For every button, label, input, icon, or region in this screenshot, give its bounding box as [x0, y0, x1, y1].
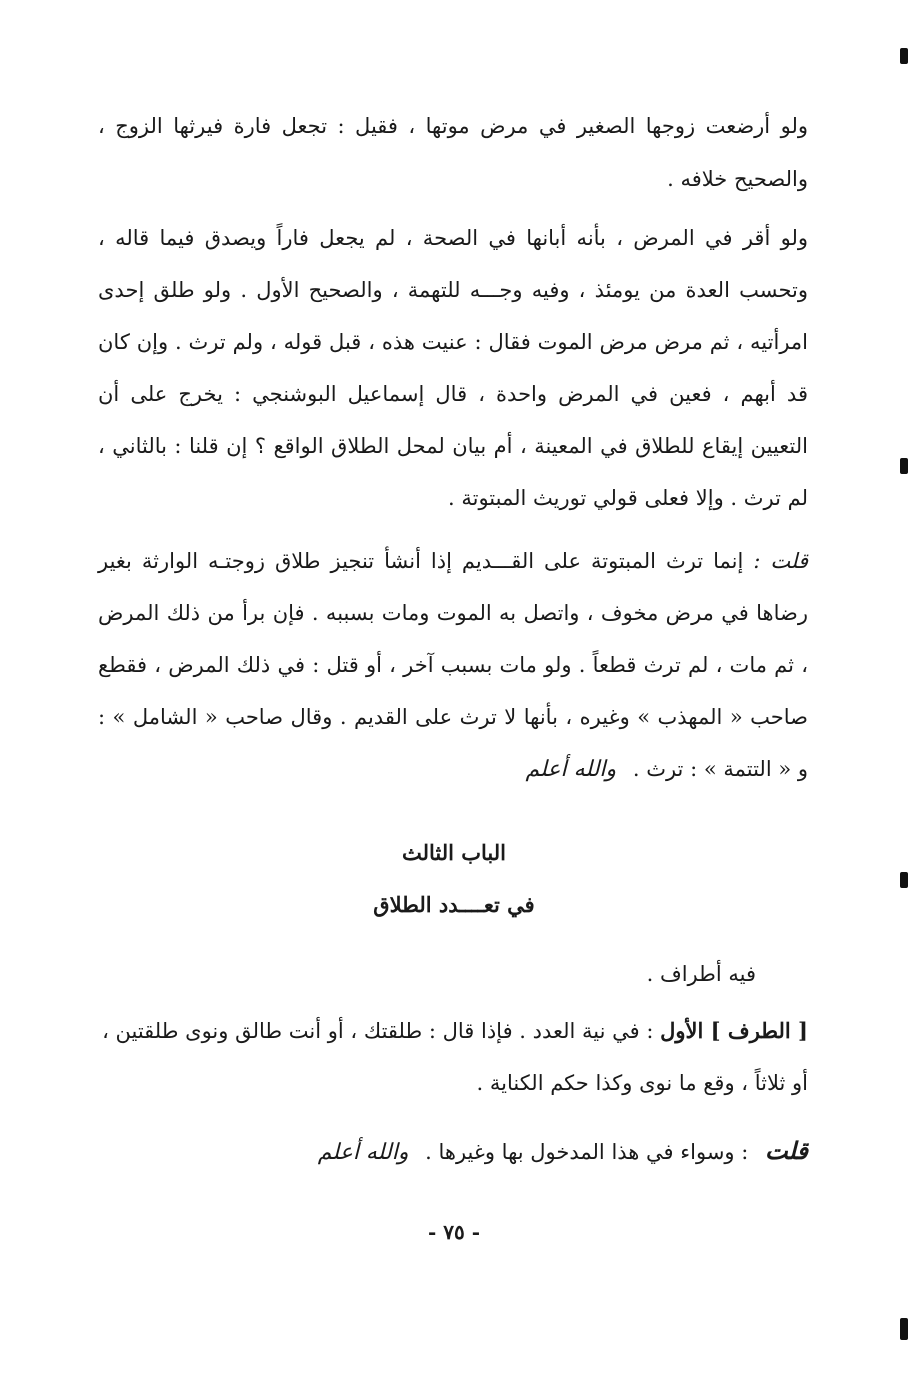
paragraph-acknowledgment	[98, 212, 808, 524]
edge-mark	[900, 48, 908, 64]
closing-phrase: والله أعلم	[317, 1140, 409, 1165]
paragraph-text: ولو أقر في المرض ، بأنه أبانها في الصحة ، لم يجعل فاراً ويصدق فيما قاله ، وتحسب العدة من يومئذ ، وفيه وجـــه للتهمة ، والصحيح الأول . ولو طلق إحدى امرأتيه ، ثم مرض مرض الموت فقال : عنيت هذه ، قبل قوله ، ولم ترث . وإن كان قد أبهم ، فعين في المرض واحدة ، قال إسماعيل البوشنجي : يخرج على أن التعيين إيقاع للطلاق في المعينة ، أم بيان لمحل الطلاق الواقع ؟ إن قلنا : بالثاني ، لم ترث . وإلا فعلى قولي توريث المبتوتة .	[98, 226, 808, 510]
page-number: - ٧٥ -	[427, 1220, 480, 1244]
paragraph-text: : وسواء في هذا المدخول بها وغيرها .	[425, 1140, 749, 1164]
chapter-heading: الباب الثالث	[401, 840, 507, 865]
paragraph-text: ولو أرضعت زوجها الصغير في مرض موتها ، فقيل : تجعل فارة فيرثها الزوج ، والصحيح خلافه .	[98, 114, 808, 191]
paragraph-final-note	[98, 1125, 808, 1179]
note-label: قلت :	[753, 549, 809, 573]
paragraph-breastfeeding	[98, 100, 808, 206]
section-intro: فيه أطراف .	[646, 962, 756, 986]
edge-mark	[900, 458, 908, 474]
paragraph-text: : في نية العدد . فإذا قال : طلقتك ، أو أنت طالق ونوى طلقتين ، أو ثلاثاً ، وقع ما نوى وكذا حكم الكناية .	[102, 1019, 808, 1095]
closing-phrase: والله أعلم	[525, 757, 617, 782]
edge-mark	[900, 1318, 908, 1340]
note-label: قلت	[765, 1136, 808, 1165]
paragraph-note	[98, 535, 808, 796]
paragraph-first-part	[98, 1005, 808, 1109]
part-label: [ الطرف ] الأول	[660, 1018, 808, 1043]
paragraph-text: إنما ترث المبتوتة على القـــديم إذا أنشأ تنجيز طلاق زوجتـه الوارثة بغير رضاها في مرض مخوف ، واتصل به الموت ومات بسببه . فإن برأ من ذلك المرض ، ثم مات ، لم ترث قطعاً . ولو مات بسبب آخر ، أو قتل : في ذلك المرض ، فقطع صاحب « المهذب » وغيره ، بأنها لا ترث على القديم . وقال صاحب « الشامل » : و « التتمة » : ترث .	[98, 549, 808, 781]
edge-mark	[900, 872, 908, 888]
chapter-subject: في تعــــدد الطلاق	[373, 892, 535, 917]
